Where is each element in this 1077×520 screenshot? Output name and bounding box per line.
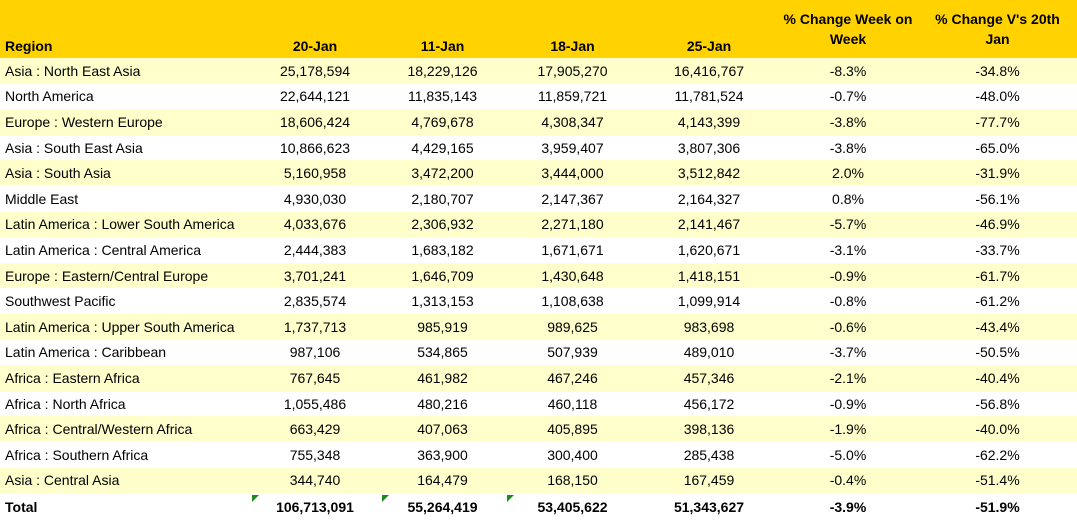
cell-11-jan: 1,646,709 bbox=[380, 263, 505, 289]
cell-region: Africa : North Africa bbox=[0, 391, 250, 417]
cell-region: Africa : Eastern Africa bbox=[0, 365, 250, 391]
total-label: Total bbox=[0, 493, 250, 520]
cell-20-jan: 1,055,486 bbox=[250, 391, 380, 417]
cell-pct-20th: -48.0% bbox=[918, 84, 1077, 110]
cell-20-jan: 1,737,713 bbox=[250, 314, 380, 340]
cell-region: Latin America : Central America bbox=[0, 237, 250, 263]
cell-11-jan: 4,769,678 bbox=[380, 109, 505, 135]
table-row bbox=[0, 160, 1077, 186]
header-pct-week-line1: % Change Week on bbox=[778, 0, 918, 29]
table-row bbox=[0, 468, 1077, 494]
cell-pct-week: -2.1% bbox=[778, 365, 918, 391]
table-body bbox=[0, 58, 1077, 493]
cell-20-jan: 767,645 bbox=[250, 365, 380, 391]
cell-25-jan: 3,807,306 bbox=[640, 135, 778, 161]
cell-pct-week: -5.0% bbox=[778, 442, 918, 468]
cell-18-jan: 1,108,638 bbox=[505, 288, 640, 314]
cell-25-jan: 456,172 bbox=[640, 391, 778, 417]
cell-18-jan: 11,859,721 bbox=[505, 84, 640, 110]
cell-region: Latin America : Upper South America bbox=[0, 314, 250, 340]
total-18-jan: 53,405,622 bbox=[505, 493, 640, 520]
cell-20-jan: 2,835,574 bbox=[250, 288, 380, 314]
cell-20-jan: 987,106 bbox=[250, 340, 380, 366]
cell-18-jan: 405,895 bbox=[505, 416, 640, 442]
table-row bbox=[0, 442, 1077, 468]
cell-11-jan: 1,683,182 bbox=[380, 237, 505, 263]
table-row bbox=[0, 84, 1077, 110]
cell-18-jan: 168,150 bbox=[505, 468, 640, 494]
cell-11-jan: 480,216 bbox=[380, 391, 505, 417]
cell-pct-20th: -43.4% bbox=[918, 314, 1077, 340]
table-row bbox=[0, 212, 1077, 238]
cell-18-jan: 2,271,180 bbox=[505, 212, 640, 238]
cell-region: Africa : Southern Africa bbox=[0, 442, 250, 468]
cell-region: Asia : Central Asia bbox=[0, 468, 250, 494]
table-row bbox=[0, 365, 1077, 391]
error-flag-icon bbox=[507, 495, 514, 502]
cell-pct-20th: -46.9% bbox=[918, 212, 1077, 238]
total-20-jan: 106,713,091 bbox=[250, 493, 380, 520]
cell-20-jan: 10,866,623 bbox=[250, 135, 380, 161]
cell-pct-20th: -51.4% bbox=[918, 468, 1077, 494]
cell-region: Europe : Eastern/Central Europe bbox=[0, 263, 250, 289]
cell-region: Europe : Western Europe bbox=[0, 109, 250, 135]
cell-region: Latin America : Lower South America bbox=[0, 212, 250, 238]
cell-region: Latin America : Caribbean bbox=[0, 340, 250, 366]
header-18-jan: 18-Jan bbox=[505, 0, 640, 58]
cell-pct-week: 2.0% bbox=[778, 160, 918, 186]
cell-pct-week: -0.9% bbox=[778, 263, 918, 289]
cell-pct-week: -3.8% bbox=[778, 109, 918, 135]
cell-region: Southwest Pacific bbox=[0, 288, 250, 314]
cell-pct-20th: -61.2% bbox=[918, 288, 1077, 314]
cell-pct-20th: -61.7% bbox=[918, 263, 1077, 289]
cell-25-jan: 489,010 bbox=[640, 340, 778, 366]
table-total bbox=[0, 493, 1077, 520]
table-header bbox=[0, 0, 1077, 58]
cell-18-jan: 467,246 bbox=[505, 365, 640, 391]
total-11-jan: 55,264,419 bbox=[380, 493, 505, 520]
cell-pct-20th: -31.9% bbox=[918, 160, 1077, 186]
cell-pct-20th: -33.7% bbox=[918, 237, 1077, 263]
cell-region: Asia : South East Asia bbox=[0, 135, 250, 161]
cell-20-jan: 3,701,241 bbox=[250, 263, 380, 289]
cell-20-jan: 5,160,958 bbox=[250, 160, 380, 186]
cell-20-jan: 344,740 bbox=[250, 468, 380, 494]
cell-25-jan: 1,418,151 bbox=[640, 263, 778, 289]
cell-20-jan: 2,444,383 bbox=[250, 237, 380, 263]
cell-pct-20th: -65.0% bbox=[918, 135, 1077, 161]
cell-11-jan: 2,180,707 bbox=[380, 186, 505, 212]
cell-pct-20th: -50.5% bbox=[918, 340, 1077, 366]
cell-region: North America bbox=[0, 84, 250, 110]
cell-18-jan: 460,118 bbox=[505, 391, 640, 417]
cell-pct-week: 0.8% bbox=[778, 186, 918, 212]
cell-pct-week: -3.7% bbox=[778, 340, 918, 366]
table-row bbox=[0, 135, 1077, 161]
cell-pct-20th: -77.7% bbox=[918, 109, 1077, 135]
table-row bbox=[0, 186, 1077, 212]
cell-11-jan: 1,313,153 bbox=[380, 288, 505, 314]
header-pct-20th-line1: % Change V's 20th bbox=[918, 0, 1077, 29]
cell-pct-week: -0.4% bbox=[778, 468, 918, 494]
cell-11-jan: 11,835,143 bbox=[380, 84, 505, 110]
cell-25-jan: 167,459 bbox=[640, 468, 778, 494]
cell-pct-week: -0.6% bbox=[778, 314, 918, 340]
cell-18-jan: 17,905,270 bbox=[505, 58, 640, 84]
cell-18-jan: 4,308,347 bbox=[505, 109, 640, 135]
cell-pct-week: -0.9% bbox=[778, 391, 918, 417]
cell-11-jan: 363,900 bbox=[380, 442, 505, 468]
cell-18-jan: 3,444,000 bbox=[505, 160, 640, 186]
cell-18-jan: 2,147,367 bbox=[505, 186, 640, 212]
table-row bbox=[0, 237, 1077, 263]
cell-11-jan: 3,472,200 bbox=[380, 160, 505, 186]
cell-18-jan: 300,400 bbox=[505, 442, 640, 468]
total-25-jan: 51,343,627 bbox=[640, 493, 778, 520]
total-pct-20th: -51.9% bbox=[918, 493, 1077, 520]
cell-pct-20th: -56.1% bbox=[918, 186, 1077, 212]
cell-25-jan: 983,698 bbox=[640, 314, 778, 340]
cell-pct-week: -3.1% bbox=[778, 237, 918, 263]
cell-18-jan: 1,671,671 bbox=[505, 237, 640, 263]
error-flag-icon bbox=[252, 495, 259, 502]
error-flag-icon bbox=[382, 495, 389, 502]
cell-20-jan: 755,348 bbox=[250, 442, 380, 468]
total-row bbox=[0, 493, 1077, 520]
cell-11-jan: 18,229,126 bbox=[380, 58, 505, 84]
header-11-jan: 11-Jan bbox=[380, 0, 505, 58]
table-row bbox=[0, 58, 1077, 84]
cell-20-jan: 4,930,030 bbox=[250, 186, 380, 212]
cell-pct-20th: -56.8% bbox=[918, 391, 1077, 417]
cell-pct-week: -3.8% bbox=[778, 135, 918, 161]
cell-11-jan: 164,479 bbox=[380, 468, 505, 494]
cell-25-jan: 3,512,842 bbox=[640, 160, 778, 186]
header-pct-week-line2: Week bbox=[778, 29, 918, 58]
cell-25-jan: 16,416,767 bbox=[640, 58, 778, 84]
cell-25-jan: 4,143,399 bbox=[640, 109, 778, 135]
table-row bbox=[0, 288, 1077, 314]
cell-25-jan: 285,438 bbox=[640, 442, 778, 468]
cell-pct-20th: -40.0% bbox=[918, 416, 1077, 442]
cell-pct-week: -0.7% bbox=[778, 84, 918, 110]
cell-pct-20th: -34.8% bbox=[918, 58, 1077, 84]
cell-pct-week: -1.9% bbox=[778, 416, 918, 442]
cell-pct-20th: -40.4% bbox=[918, 365, 1077, 391]
cell-18-jan: 1,430,648 bbox=[505, 263, 640, 289]
cell-20-jan: 22,644,121 bbox=[250, 84, 380, 110]
cell-region: Africa : Central/Western Africa bbox=[0, 416, 250, 442]
cell-region: Asia : South Asia bbox=[0, 160, 250, 186]
cell-25-jan: 2,141,467 bbox=[640, 212, 778, 238]
cell-20-jan: 18,606,424 bbox=[250, 109, 380, 135]
cell-11-jan: 407,063 bbox=[380, 416, 505, 442]
cell-25-jan: 457,346 bbox=[640, 365, 778, 391]
table-row bbox=[0, 340, 1077, 366]
cell-pct-week: -0.8% bbox=[778, 288, 918, 314]
cell-pct-week: -8.3% bbox=[778, 58, 918, 84]
cell-region: Middle East bbox=[0, 186, 250, 212]
cell-20-jan: 25,178,594 bbox=[250, 58, 380, 84]
cell-18-jan: 507,939 bbox=[505, 340, 640, 366]
header-pct-20th-line2: Jan bbox=[918, 29, 1077, 58]
table-row bbox=[0, 314, 1077, 340]
cell-11-jan: 4,429,165 bbox=[380, 135, 505, 161]
cell-11-jan: 985,919 bbox=[380, 314, 505, 340]
cell-25-jan: 11,781,524 bbox=[640, 84, 778, 110]
header-20-jan: 20-Jan bbox=[250, 0, 380, 58]
cell-25-jan: 1,099,914 bbox=[640, 288, 778, 314]
total-pct-week: -3.9% bbox=[778, 493, 918, 520]
cell-25-jan: 2,164,327 bbox=[640, 186, 778, 212]
cell-region: Asia : North East Asia bbox=[0, 58, 250, 84]
table-row bbox=[0, 109, 1077, 135]
table-row bbox=[0, 391, 1077, 417]
cell-20-jan: 4,033,676 bbox=[250, 212, 380, 238]
table-row bbox=[0, 416, 1077, 442]
cell-25-jan: 1,620,671 bbox=[640, 237, 778, 263]
header-25-jan: 25-Jan bbox=[640, 0, 778, 58]
cell-25-jan: 398,136 bbox=[640, 416, 778, 442]
cell-11-jan: 461,982 bbox=[380, 365, 505, 391]
cell-11-jan: 534,865 bbox=[380, 340, 505, 366]
cell-pct-week: -5.7% bbox=[778, 212, 918, 238]
cell-11-jan: 2,306,932 bbox=[380, 212, 505, 238]
table-row bbox=[0, 263, 1077, 289]
cell-20-jan: 663,429 bbox=[250, 416, 380, 442]
cell-18-jan: 3,959,407 bbox=[505, 135, 640, 161]
header-region: Region bbox=[0, 0, 250, 58]
cell-18-jan: 989,625 bbox=[505, 314, 640, 340]
cell-pct-20th: -62.2% bbox=[918, 442, 1077, 468]
